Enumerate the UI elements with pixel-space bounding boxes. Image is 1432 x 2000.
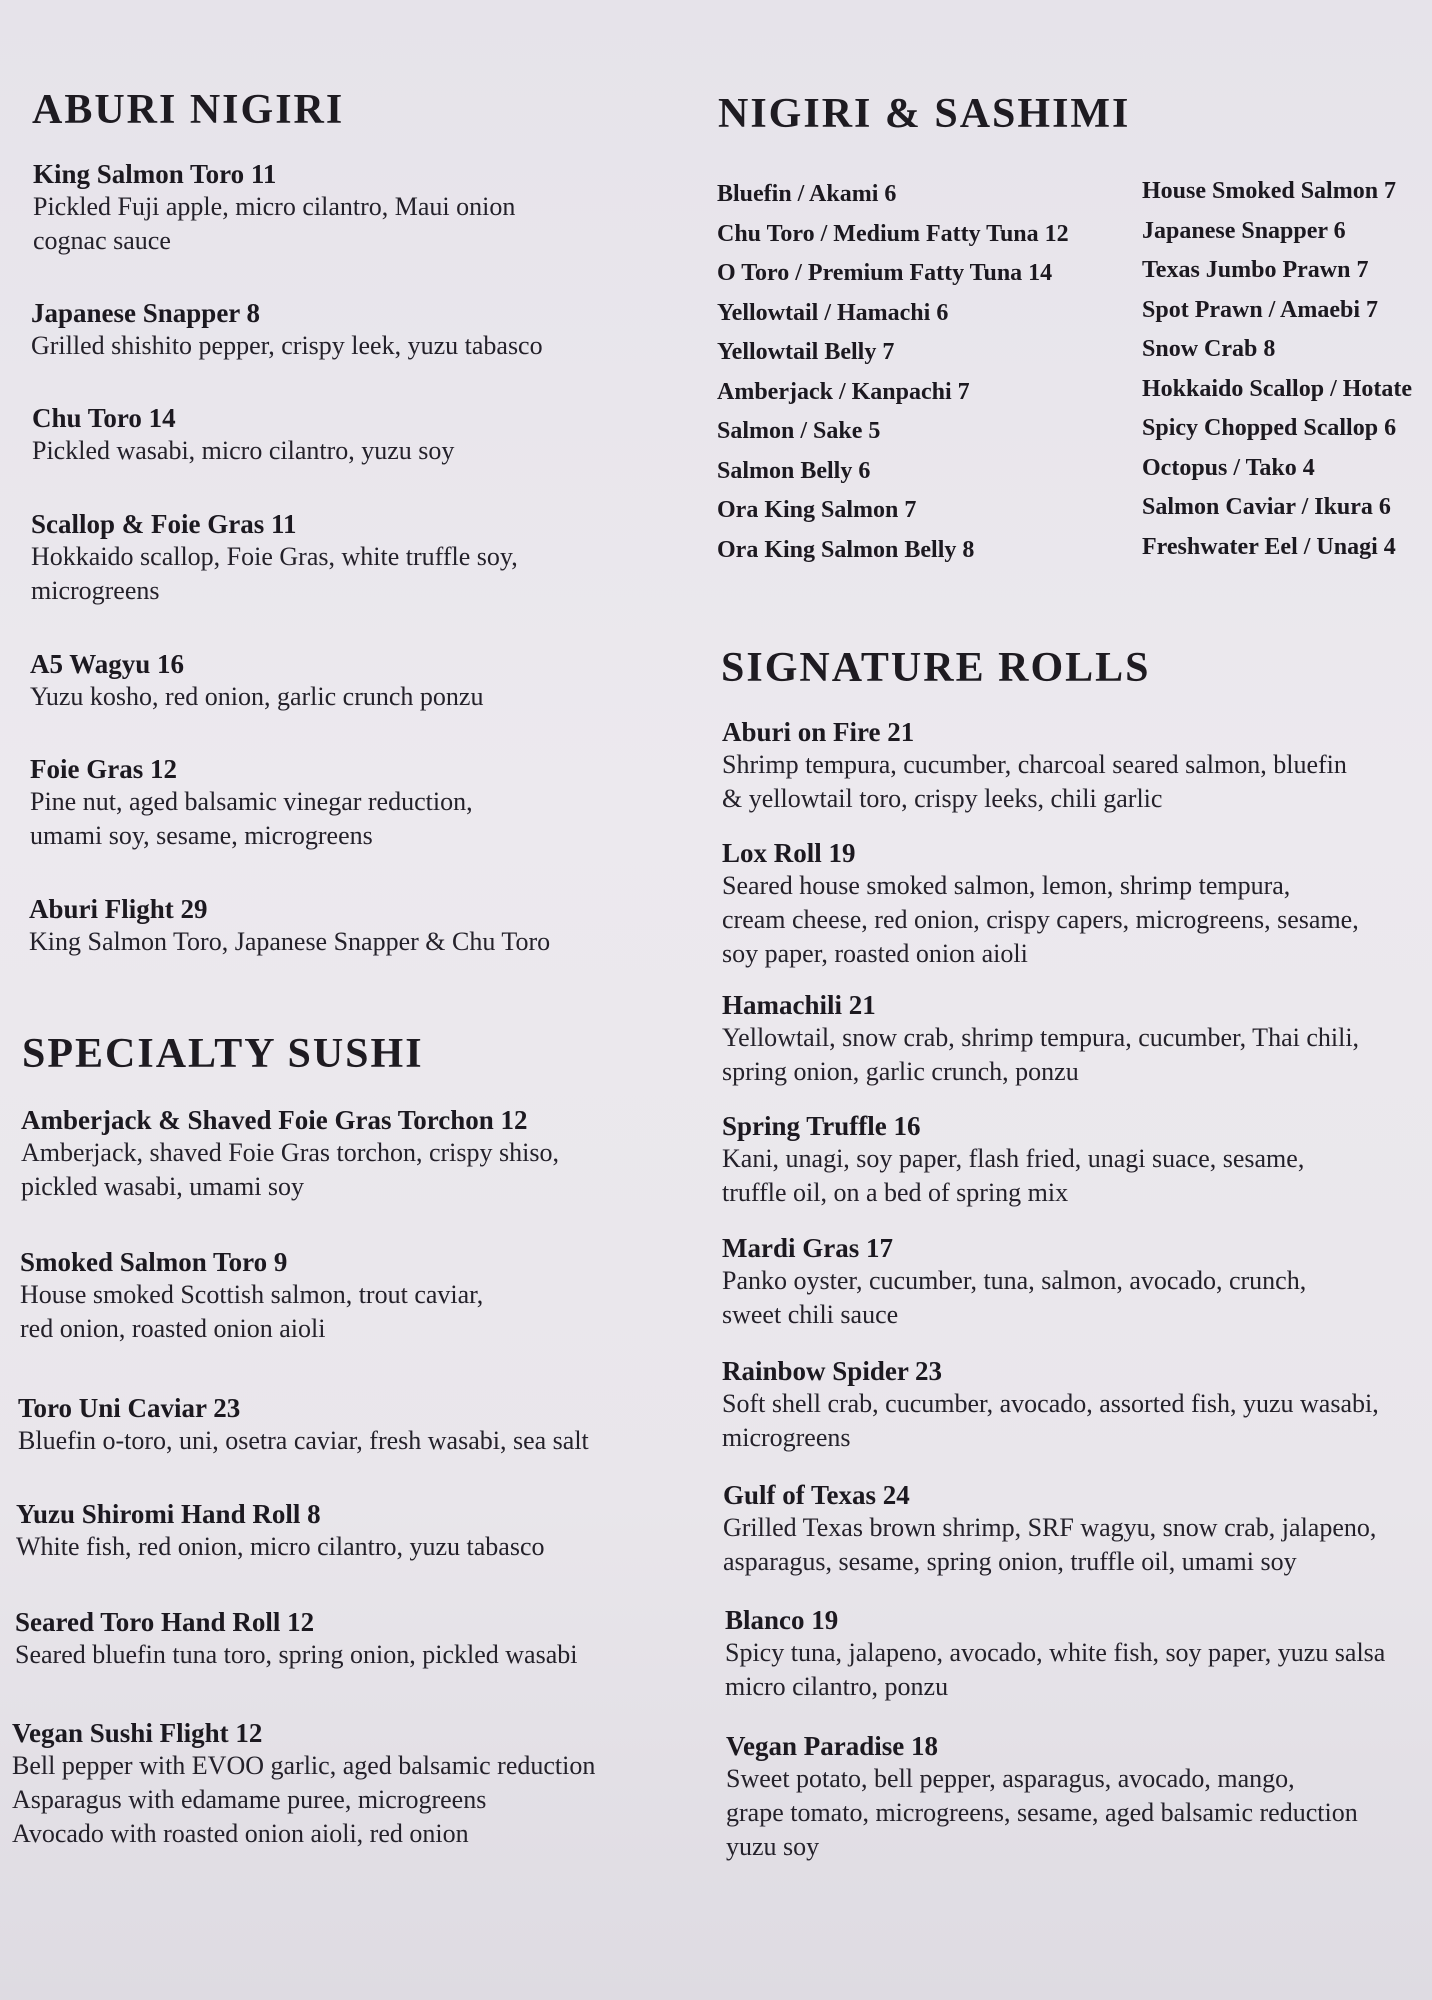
item-description <box>29 925 550 959</box>
item-description <box>21 1136 559 1204</box>
item-name: Spring Truffle 16 <box>722 1111 921 1141</box>
description-line: Yellowtail, snow crab, shrimp tempura, cucumber, Thai chili, <box>722 1023 1360 1052</box>
aburi-item-a5-wagyu <box>30 648 483 714</box>
item-name: Japanese Snapper 8 <box>31 298 261 328</box>
description-line: & yellowtail toro, crispy leeks, chili garlic <box>722 784 1163 813</box>
description-line: Avocado with roasted onion aioli, red onion <box>12 1819 469 1848</box>
item-name: Toro Uni Caviar 23 <box>18 1393 241 1423</box>
item-description <box>32 434 454 468</box>
description-line: micro cilantro, ponzu <box>725 1672 949 1701</box>
item-description <box>722 1264 1306 1332</box>
description-line: Pickled wasabi, micro cilantro, yuzu soy <box>32 436 455 465</box>
item-description <box>722 1142 1304 1210</box>
item-name: Foie Gras 12 <box>30 754 177 784</box>
item-description <box>726 1762 1358 1864</box>
item-description <box>722 748 1347 816</box>
list-item: Spot Prawn / Amaebi 7 <box>1142 296 1379 323</box>
specialty-sushi-title: SPECIALTY SUSHI <box>22 1031 424 1077</box>
item-name: Yuzu Shiromi Hand Roll 8 <box>16 1499 321 1529</box>
aburi-item-japanese-snapper <box>31 297 543 363</box>
item-description <box>33 190 515 258</box>
specialty-item-seared-toro-hand-roll <box>15 1606 577 1672</box>
description-line: Spicy tuna, jalapeno, avocado, white fish, soy paper, yuzu salsa <box>725 1638 1386 1667</box>
list-item: Bluefin / Akami 6 <box>717 181 897 207</box>
list-item: Salmon Caviar / Ikura 6 <box>1142 494 1391 520</box>
description-line: truffle oil, on a bed of spring mix <box>722 1178 1069 1207</box>
description-line: Seared house smoked salmon, lemon, shrimp tempura, <box>722 871 1291 900</box>
description-line: Bluefin o-toro, uni, osetra caviar, fresh wasabi, sea salt <box>18 1426 589 1455</box>
description-line: Sweet potato, bell pepper, asparagus, avocado, mango, <box>726 1764 1295 1793</box>
list-item: Amberjack / Kanpachi 7 <box>717 378 970 405</box>
roll-item-lox-roll <box>722 837 1359 971</box>
roll-item-blanco <box>725 1604 1385 1704</box>
item-description <box>18 1424 589 1458</box>
description-line: soy paper, roasted onion aioli <box>722 939 1028 968</box>
description-line: Shrimp tempura, cucumber, charcoal seared salmon, bluefin <box>722 750 1347 779</box>
item-description <box>722 869 1359 971</box>
aburi-item-scallop-foie-gras <box>31 508 518 608</box>
list-item: Ora King Salmon 7 <box>717 497 917 523</box>
description-line: Amberjack, shaved Foie Gras torchon, crispy shiso, <box>21 1138 559 1167</box>
item-name: Mardi Gras 17 <box>722 1233 893 1263</box>
nigiri-sashimi-left-list <box>717 175 1069 570</box>
specialty-item-toro-uni-caviar <box>18 1392 589 1458</box>
list-item: House Smoked Salmon 7 <box>1142 178 1397 204</box>
description-line: Asparagus with edamame puree, microgreens <box>12 1785 487 1814</box>
item-description <box>723 1511 1376 1579</box>
description-line: House smoked Scottish salmon, trout caviar, <box>20 1280 484 1309</box>
item-name: Hamachili 21 <box>722 990 876 1020</box>
item-name: Scallop & Foie Gras 11 <box>31 509 297 539</box>
item-name: Smoked Salmon Toro 9 <box>20 1247 288 1277</box>
specialty-item-smoked-salmon-toro <box>20 1246 483 1346</box>
aburi-item-foie-gras <box>30 753 473 853</box>
description-line: red onion, roasted onion aioli <box>20 1314 326 1343</box>
description-line: Seared bluefin tuna toro, spring onion, pickled wasabi <box>15 1640 578 1669</box>
item-name: A5 Wagyu 16 <box>30 649 185 679</box>
list-item: Texas Jumbo Prawn 7 <box>1142 257 1369 283</box>
description-line: microgreens <box>31 576 160 605</box>
description-line: grape tomato, microgreens, sesame, aged balsamic reduction <box>726 1798 1358 1827</box>
item-description <box>20 1278 483 1346</box>
item-name: Aburi on Fire 21 <box>722 717 915 747</box>
item-description <box>16 1530 545 1564</box>
specialty-item-yuzu-shiromi-hand-roll <box>16 1498 545 1564</box>
list-item: Salmon Belly 6 <box>717 457 871 484</box>
list-item: Freshwater Eel / Unagi 4 <box>1142 533 1396 560</box>
description-line: Pine nut, aged balsamic vinegar reduction, <box>30 787 473 816</box>
item-description <box>725 1636 1385 1704</box>
item-description <box>31 329 543 363</box>
description-line: Kani, unagi, soy paper, flash fried, unagi suace, sesame, <box>722 1144 1305 1173</box>
description-line: Pickled Fuji apple, micro cilantro, Maui onion <box>33 192 516 221</box>
roll-item-spring-truffle <box>722 1110 1304 1210</box>
list-item: Hokkaido Scallop / Hotate <box>1142 375 1413 402</box>
roll-item-vegan-paradise <box>726 1730 1358 1864</box>
list-item: Snow Crab 8 <box>1142 336 1276 362</box>
item-description <box>722 1387 1379 1455</box>
item-name: Chu Toro 14 <box>32 403 176 433</box>
aburi-item-aburi-flight <box>29 893 550 959</box>
description-line: Bell pepper with EVOO garlic, aged balsamic reduction <box>12 1751 596 1780</box>
item-description <box>30 785 473 853</box>
description-line: microgreens <box>722 1423 851 1452</box>
item-name: Vegan Sushi Flight 12 <box>12 1718 263 1748</box>
item-name: Amberjack & Shaved Foie Gras Torchon 12 <box>21 1105 528 1135</box>
item-name: Blanco 19 <box>725 1605 839 1635</box>
list-item: O Toro / Premium Fatty Tuna 14 <box>717 260 1053 286</box>
item-name: Rainbow Spider 23 <box>722 1356 943 1386</box>
list-item: Japanese Snapper 6 <box>1142 217 1346 244</box>
specialty-item-vegan-sushi-flight <box>12 1717 595 1851</box>
list-item: Chu Toro / Medium Fatty Tuna 12 <box>717 220 1069 247</box>
description-line: pickled wasabi, umami soy <box>21 1172 305 1201</box>
description-line: umami soy, sesame, microgreens <box>30 821 373 850</box>
description-line: Yuzu kosho, red onion, garlic crunch ponzu <box>30 682 484 711</box>
list-item: Yellowtail / Hamachi 6 <box>717 299 949 326</box>
roll-item-mardi-gras <box>722 1232 1306 1332</box>
aburi-item-king-salmon-toro <box>33 158 515 258</box>
nigiri-sashimi-right-list <box>1142 172 1412 567</box>
list-item: Salmon / Sake 5 <box>717 418 881 444</box>
description-line: White fish, red onion, micro cilantro, yuzu tabasco <box>16 1532 545 1561</box>
description-line: yuzu soy <box>726 1832 820 1861</box>
description-line: sweet chili sauce <box>722 1300 899 1329</box>
roll-item-rainbow-spider <box>722 1355 1379 1455</box>
description-line: Panko oyster, cucumber, tuna, salmon, avocado, crunch, <box>722 1266 1307 1295</box>
aburi-nigiri-title: ABURI NIGIRI <box>32 87 345 133</box>
description-line: Grilled shishito pepper, crispy leek, yuzu tabasco <box>31 331 543 360</box>
description-line: cognac sauce <box>33 226 171 255</box>
description-line: Hokkaido scallop, Foie Gras, white truffle soy, <box>31 542 518 571</box>
specialty-item-amberjack-torchon <box>21 1104 559 1204</box>
item-name: Vegan Paradise 18 <box>726 1731 939 1761</box>
signature-rolls-title: SIGNATURE ROLLS <box>721 645 1151 691</box>
list-item: Spicy Chopped Scallop 6 <box>1142 415 1397 441</box>
description-line: cream cheese, red onion, crispy capers, microgreens, sesame, <box>722 905 1359 934</box>
list-item: Yellowtail Belly 7 <box>717 339 895 365</box>
description-line: Soft shell crab, cucumber, avocado, assorted fish, yuzu wasabi, <box>722 1389 1379 1418</box>
description-line: King Salmon Toro, Japanese Snapper & Chu Toro <box>29 927 551 956</box>
item-description <box>31 540 518 608</box>
item-name: Aburi Flight 29 <box>29 894 208 924</box>
item-description <box>15 1638 577 1672</box>
item-name: Seared Toro Hand Roll 12 <box>15 1607 315 1637</box>
roll-item-gulf-of-texas <box>723 1479 1376 1579</box>
aburi-item-chu-toro <box>32 402 454 468</box>
description-line: spring onion, garlic crunch, ponzu <box>722 1057 1079 1086</box>
item-description <box>30 680 483 714</box>
item-description <box>12 1749 595 1851</box>
item-name: Lox Roll 19 <box>722 838 856 868</box>
list-item: Ora King Salmon Belly 8 <box>717 536 975 563</box>
description-line: Grilled Texas brown shrimp, SRF wagyu, snow crab, jalapeno, <box>723 1513 1377 1542</box>
nigiri-sashimi-title: NIGIRI & SASHIMI <box>718 91 1131 137</box>
item-description <box>722 1021 1359 1089</box>
item-name: Gulf of Texas 24 <box>723 1480 910 1510</box>
list-item: Octopus / Tako 4 <box>1142 454 1315 481</box>
roll-item-aburi-on-fire <box>722 716 1347 816</box>
item-name: King Salmon Toro 11 <box>33 159 277 189</box>
description-line: asparagus, sesame, spring onion, truffle oil, umami soy <box>723 1547 1297 1576</box>
roll-item-hamachili <box>722 989 1359 1089</box>
